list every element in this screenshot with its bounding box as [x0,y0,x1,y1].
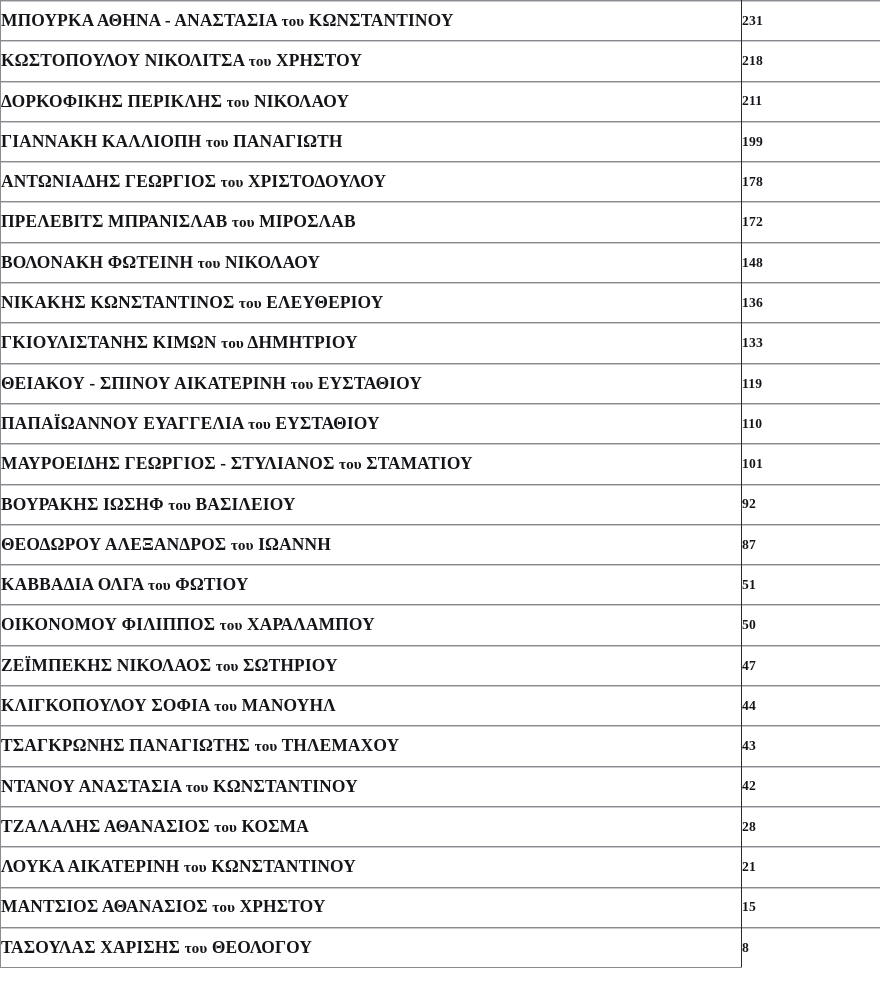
candidate-name [1,736,741,755]
candidate-name [1,172,741,191]
candidate-name-cell [1,403,742,443]
candidate-name-cell [1,806,742,846]
votes-cell [742,726,880,766]
table-row [1,766,880,806]
candidate-surname-given: ΤΖΑΛΑΛΗΣ ΑΘΑΝΑΣΙΟΣ [1,815,210,836]
table-row [1,645,880,685]
patronymic-connector: του [183,859,207,877]
votes-cell [742,686,880,726]
candidate-surname-given: ΟΙΚΟΝΟΜΟΥ ΦΙΛΙΠΠΟΣ [1,614,216,635]
patronymic-connector: του [248,53,272,71]
table-row [1,363,880,403]
candidate-name [1,897,741,916]
votes-cell [742,766,880,806]
votes-cell [742,524,880,564]
candidate-name-cell [1,81,742,121]
table-row [1,81,880,121]
candidate-name [1,777,741,796]
candidate-surname-given: ΚΑΒΒΑΔΙΑ ΟΛΓΑ [1,574,144,595]
candidate-surname-given: ΘΕΙΑΚΟΥ - ΣΠΙΝΟΥ ΑΙΚΑΤΕΡΙΝΗ [1,372,287,393]
votes-count: 119 [742,375,763,391]
candidate-surname-given: ΠΡΕΛΕΒΙΤΣ ΜΠΡΑΝΙΣΛΑΒ [1,211,228,232]
candidate-patronymic: ΜΑΝΟΥΗΛ [241,694,336,715]
candidate-surname-given: ΓΙΑΝΝΑΚΗ ΚΑΛΛΙΟΠΗ [1,130,202,151]
candidate-name [1,857,741,876]
candidate-surname-given: ΚΛΙΓΚΟΠΟΥΛΟΥ ΣΟΦΙΑ [1,694,210,715]
votes-cell [742,121,880,161]
table-row [1,927,880,967]
votes-count: 133 [742,335,763,351]
candidate-surname-given: ΜΠΟΥΡΚΑ ΑΘΗΝΑ - ΑΝΑΣΤΑΣΙΑ [1,9,278,30]
votes-cell [742,484,880,524]
candidate-name-cell [1,847,742,887]
candidate-name-cell [1,766,742,806]
patronymic-connector: του [226,93,250,111]
patronymic-connector: του [281,12,305,30]
votes-count: 43 [742,738,756,754]
votes-count: 218 [742,53,763,69]
table-row [1,524,880,564]
table-row [1,726,880,766]
votes-cell [742,323,880,363]
candidate-name [1,374,741,393]
candidate-patronymic: ΚΩΝΣΤΑΝΤΙΝΟΥ [211,856,356,877]
candidate-patronymic: ΧΡΗΣΤΟΥ [239,896,326,917]
votes-count: 47 [742,657,756,673]
votes-count: 51 [742,577,756,592]
candidate-name-cell [1,484,742,524]
candidate-name [1,132,741,151]
votes-cell [742,242,880,282]
patronymic-connector: του [248,415,271,433]
votes-count: 28 [742,818,756,834]
patronymic-connector: του [184,939,208,957]
candidate-surname-given: ΝΙΚΑΚΗΣ ΚΩΝΣΤΑΝΤΙΝΟΣ [1,292,235,313]
candidate-name-cell [1,645,742,685]
patronymic-connector: του [230,536,254,554]
candidate-patronymic: ΣΩΤΗΡΙΟΥ [243,654,338,675]
candidate-name [1,495,741,514]
candidate-surname-given: ΜΑΥΡΟΕΙΔΗΣ ΓΕΩΡΓΙΟΣ - ΣΤΥΛΙΑΝΟΣ [1,453,335,474]
votes-cell [742,605,880,645]
candidate-name-cell [1,726,742,766]
candidate-patronymic: ΚΟΣΜΑ [241,815,309,836]
candidate-patronymic: ΔΗΜΗΤΡΙΟΥ [247,332,358,353]
candidate-patronymic: ΧΡΙΣΤΟΔΟΥΛΟΥ [247,171,387,192]
votes-cell [742,806,880,846]
candidate-name [1,575,741,594]
candidate-name [1,454,741,473]
candidate-patronymic: ΕΥΣΤΑΘΙΟΥ [317,372,423,393]
table-row [1,806,880,846]
patronymic-connector: του [168,496,192,514]
table-row [1,847,880,887]
patronymic-connector: του [221,335,244,353]
votes-count: 231 [742,12,763,28]
candidate-name-cell [1,242,742,282]
candidate-patronymic: ΧΡΗΣΤΟΥ [276,50,363,71]
candidate-name-cell [1,1,742,41]
table-body [1,1,880,968]
candidate-name-cell [1,323,742,363]
table-row [1,121,880,161]
candidate-name-cell [1,605,742,645]
candidate-name-cell [1,202,742,242]
candidate-name-cell [1,162,742,202]
table-row [1,484,880,524]
table-row [1,403,880,443]
patronymic-connector: του [339,456,362,474]
patronymic-connector: του [219,617,243,635]
candidate-name-cell [1,927,742,967]
votes-count: 44 [742,697,756,713]
patronymic-connector: του [212,899,236,917]
votes-count: 15 [742,899,756,915]
patronymic-connector: του [290,375,314,393]
candidate-surname-given: ΠΑΠΑΪΩΑΝΝΟΥ ΕΥΑΓΓΕΛΙΑ [1,412,244,433]
table-row [1,283,880,323]
patronymic-connector: του [238,295,262,313]
votes-cell [742,81,880,121]
candidate-name [1,414,741,433]
votes-count: 101 [742,456,763,472]
votes-count: 199 [742,133,763,149]
votes-cell [742,162,880,202]
candidate-patronymic: ΘΕΟΛΟΓΟΥ [211,936,313,957]
votes-count: 50 [742,617,756,633]
votes-cell [742,41,880,81]
candidate-patronymic: ΧΑΡΑΛΑΜΠΟΥ [246,614,375,635]
candidate-name-cell [1,565,742,605]
votes-count: 42 [742,778,756,794]
patronymic-connector: του [205,133,229,151]
votes-cell [742,283,880,323]
votes-count: 211 [742,93,763,109]
patronymic-connector: του [254,738,278,756]
table-row [1,323,880,363]
table-row [1,565,880,605]
candidate-name [1,535,741,554]
votes-cell [742,645,880,685]
patronymic-connector: του [214,697,238,715]
table-row [1,162,880,202]
votes-cell [742,887,880,927]
votes-count: 92 [742,496,756,512]
candidate-patronymic: ΚΩΝΣΤΑΝΤΙΝΟΥ [213,775,358,796]
candidate-name-cell [1,444,742,484]
candidate-patronymic: ΕΛΕΥΘΕΡΙΟΥ [266,292,384,313]
table-row [1,41,880,81]
patronymic-connector: του [148,577,171,595]
candidate-name [1,817,741,836]
candidate-surname-given: ΛΟΥΚΑ ΑΙΚΑΤΕΡΙΝΗ [1,856,180,877]
candidate-surname-given: ΘΕΟΔΩΡΟΥ ΑΛΕΞΑΝΔΡΟΣ [1,533,227,554]
votes-cell [742,927,880,967]
table-row [1,242,880,282]
candidate-surname-given: ΒΟΛΟΝΑΚΗ ΦΩΤΕΙΝΗ [1,251,194,272]
patronymic-connector: του [214,818,238,836]
votes-count: 178 [742,174,763,190]
candidate-patronymic: ΝΙΚΟΛΑΟΥ [253,90,350,111]
candidate-patronymic: ΝΙΚΟΛΑΟΥ [224,251,321,272]
candidate-name [1,615,741,634]
candidate-name [1,656,741,675]
candidate-name-cell [1,524,742,564]
votes-count: 8 [742,939,749,955]
votes-cell [742,363,880,403]
votes-count: 172 [742,214,763,230]
candidate-name-cell [1,121,742,161]
candidate-surname-given: ΖΕΪΜΠΕΚΗΣ ΝΙΚΟΛΑΟΣ [1,654,212,675]
candidate-surname-given: ΜΑΝΤΣΙΟΣ ΑΘΑΝΑΣΙΟΣ [1,896,208,917]
candidate-surname-given: ΤΑΣΟΥΛΑΣ ΧΑΡΙΣΗΣ [1,936,181,957]
candidate-name [1,938,741,957]
candidate-patronymic: ΚΩΝΣΤΑΝΤΙΝΟΥ [308,9,454,30]
candidate-name-cell [1,283,742,323]
candidate-patronymic: ΣΤΑΜΑΤΙΟΥ [366,453,473,474]
votes-count: 21 [742,859,756,875]
votes-cell [742,202,880,242]
candidate-name [1,293,741,312]
candidate-surname-given: ΝΤΑΝΟΥ ΑΝΑΣΤΑΣΙΑ [1,775,182,796]
patronymic-connector: του [215,657,239,675]
candidate-name [1,92,741,111]
candidate-surname-given: ΚΩΣΤΟΠΟΥΛΟΥ ΝΙΚΟΛΙΤΣΑ [1,50,245,71]
candidate-name-cell [1,686,742,726]
votes-count: 87 [742,536,756,552]
candidate-name [1,11,741,30]
candidate-name [1,212,741,231]
candidate-surname-given: ΒΟΥΡΑΚΗΣ ΙΩΣΗΦ [1,493,164,514]
candidate-name-cell [1,887,742,927]
candidate-name-cell [1,363,742,403]
votes-cell [742,1,880,41]
candidate-name [1,696,741,715]
candidate-patronymic: ΙΩΑΝΝΗ [258,533,331,554]
patronymic-connector: του [231,214,255,232]
candidate-name [1,253,741,272]
votes-cell [742,403,880,443]
table-row [1,605,880,645]
candidate-name-cell [1,41,742,81]
candidate-patronymic: ΜΙΡΟΣΛΑΒ [259,211,356,232]
table-row [1,887,880,927]
candidate-surname-given: ΑΝΤΩΝΙΑΔΗΣ ΓΕΩΡΓΙΟΣ [1,171,217,192]
table-row [1,444,880,484]
candidate-patronymic: ΕΥΣΤΑΘΙΟΥ [275,412,380,433]
votes-count: 110 [742,415,763,431]
patronymic-connector: του [220,174,244,192]
candidate-name [1,333,741,352]
table-row [1,202,880,242]
table-row [1,686,880,726]
candidate-surname-given: ΓΚΙΟΥΛΙΣΤΑΝΗΣ ΚΙΜΩΝ [1,332,217,353]
candidate-patronymic: ΦΩΤΙΟΥ [175,574,249,595]
candidate-name [1,51,741,70]
patronymic-connector: του [197,254,221,272]
candidate-patronymic: ΤΗΛΕΜΑΧΟΥ [281,735,400,756]
table-row [1,1,880,41]
patronymic-connector: του [185,778,209,796]
candidate-surname-given: ΔΟΡΚΟΦΙΚΗΣ ΠΕΡΙΚΛΗΣ [1,90,223,111]
candidate-patronymic: ΒΑΣΙΛΕΙΟΥ [195,493,296,514]
votes-cell [742,847,880,887]
votes-cell [742,565,880,605]
votes-count: 148 [742,254,763,270]
candidate-patronymic: ΠΑΝΑΓΙΩΤΗ [233,130,343,151]
candidate-surname-given: ΤΣΑΓΚΡΩΝΗΣ ΠΑΝΑΓΙΩΤΗΣ [1,735,251,756]
votes-cell [742,444,880,484]
votes-count: 136 [742,294,763,310]
